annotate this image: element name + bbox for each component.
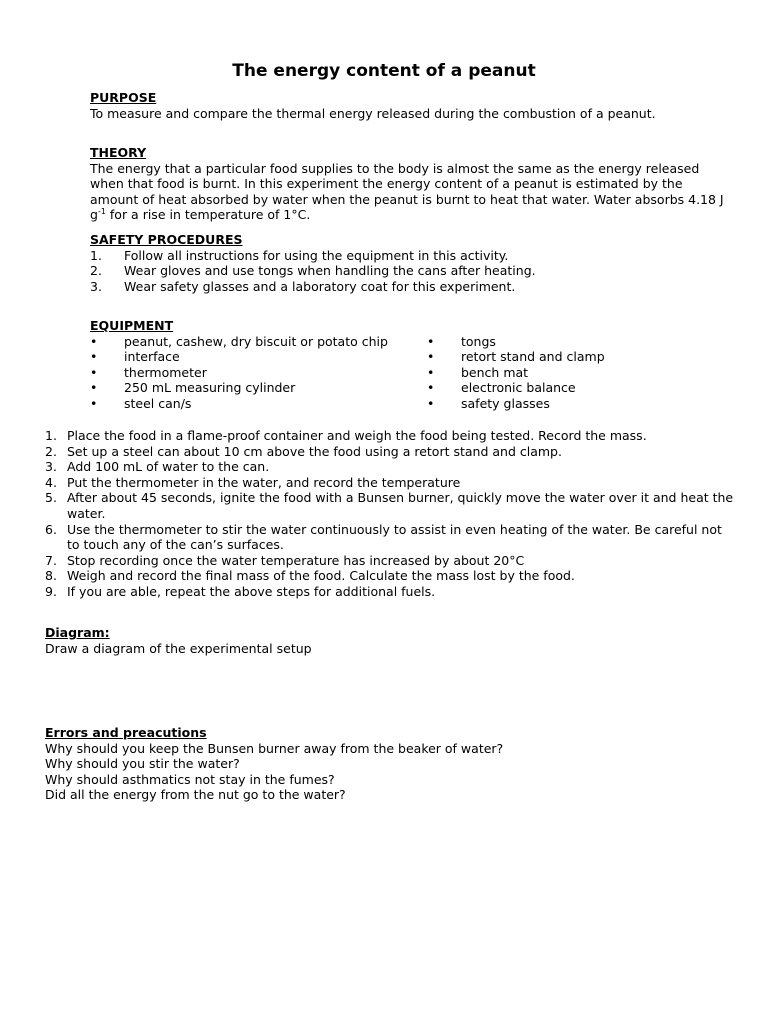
bullet: • — [90, 349, 98, 365]
step-number: 3. — [45, 459, 57, 475]
bullet: • — [427, 395, 435, 411]
equipment-right-column — [427, 334, 727, 412]
list-item — [427, 380, 727, 396]
purpose-text: To measure and compare the thermal energy released during the combustion of a peanut. — [90, 105, 656, 121]
item-text: safety glasses — [461, 395, 550, 411]
list-item — [45, 553, 735, 569]
theory-superscript: -1 — [97, 207, 106, 217]
equipment-heading: EQUIPMENT — [90, 318, 174, 333]
item-number: 3. — [90, 278, 102, 294]
item-text: peanut, cashew, dry biscuit or potato chip — [124, 333, 388, 349]
list-item — [45, 444, 735, 460]
equipment-left-column — [90, 334, 420, 412]
list-item — [427, 334, 727, 350]
theory-heading: THEORY — [90, 145, 147, 160]
bullet: • — [90, 333, 98, 349]
equipment-section — [90, 318, 730, 411]
bullet: • — [427, 333, 435, 349]
list-item — [45, 459, 735, 475]
question-line: Did all the energy from the nut go to the water? — [45, 787, 346, 803]
step-text: Stop recording once the water temperature has increased by about 20°C — [67, 552, 525, 568]
list-item — [45, 568, 735, 584]
list-item — [90, 380, 420, 396]
item-text: steel can/s — [124, 395, 192, 411]
step-text: Add 100 mL of water to the can. — [67, 459, 270, 475]
item-text: Wear safety glasses and a laboratory coat for this experiment. — [124, 278, 516, 294]
question-line: Why should you keep the Bunsen burner away from the beaker of water? — [45, 740, 504, 756]
list-item — [90, 365, 420, 381]
item-text: 250 mL measuring cylinder — [124, 380, 296, 396]
step-text: If you are able, repeat the above steps for additional fuels. — [67, 583, 436, 599]
step-text: Use the thermometer to stir the water continuously to assist in even heating of the water. Be careful not to touch any of the can’s surfaces. — [67, 521, 722, 553]
step-text: Place the food in a flame-proof container and weigh the food being tested. Record the mass. — [67, 428, 647, 443]
list-item — [90, 349, 420, 365]
safety-section — [90, 232, 730, 294]
question-line: Why should asthmatics not stay in the fumes? — [45, 771, 335, 787]
theory-text-end: for a rise in temperature of 1°C. — [105, 207, 311, 223]
item-text: bench mat — [461, 364, 529, 380]
theory-text — [90, 161, 732, 223]
errors-heading: Errors and preacutions — [45, 725, 207, 740]
step-number: 2. — [45, 443, 57, 459]
errors-section — [45, 725, 735, 803]
step-number: 7. — [45, 552, 57, 568]
item-text: Follow all instructions for using the equipment in this activity. — [124, 247, 509, 263]
method-section — [45, 428, 735, 600]
list-item — [45, 428, 735, 444]
bullet: • — [90, 364, 98, 380]
step-text: Set up a steel can about 10 cm above the food using a retort stand and clamp. — [67, 443, 562, 459]
method-steps — [45, 428, 735, 600]
bullet: • — [90, 380, 98, 396]
item-text: thermometer — [124, 364, 207, 380]
list-item — [427, 349, 727, 365]
list-item — [90, 263, 730, 279]
item-text: Wear gloves and use tongs when handling the cans after heating. — [124, 263, 536, 279]
step-number: 1. — [45, 428, 57, 443]
list-item — [427, 365, 727, 381]
bullet: • — [427, 364, 435, 380]
question-line: Why should you stir the water? — [45, 756, 240, 772]
page-title: The energy content of a peanut — [232, 61, 536, 81]
bullet: • — [427, 380, 435, 396]
step-number: 4. — [45, 474, 57, 490]
step-number: 8. — [45, 568, 57, 584]
step-number: 9. — [45, 583, 57, 599]
item-text: interface — [124, 349, 180, 365]
theory-section — [90, 145, 732, 223]
diagram-text: Draw a diagram of the experimental setup — [45, 640, 312, 656]
equipment-list-left — [90, 334, 420, 412]
list-item — [45, 522, 735, 553]
safety-heading: SAFETY PROCEDURES — [90, 232, 243, 247]
step-number: 6. — [45, 521, 57, 537]
theory-text-main: The energy that a particular food supplies to the body is almost the same as the energy released when that food is burnt. In this experiment the energy content of a peanut is estimated by the amount of heat absorbed by water when the peanut is burnt to heat that water. Water absorbs 4.18 J g — [90, 160, 724, 223]
item-number: 1. — [90, 247, 102, 263]
step-number: 5. — [45, 490, 57, 506]
list-item — [45, 475, 735, 491]
bullet: • — [90, 395, 98, 411]
item-text: tongs — [461, 333, 496, 349]
step-text: Weigh and record the final mass of the food. Calculate the mass lost by the food. — [67, 568, 575, 584]
item-number: 2. — [90, 263, 102, 279]
list-item — [90, 396, 420, 412]
list-item — [90, 248, 730, 264]
diagram-section — [45, 625, 735, 656]
purpose-heading: PURPOSE — [90, 90, 157, 105]
list-item — [45, 490, 735, 521]
list-item — [427, 396, 727, 412]
step-text: After about 45 seconds, ignite the food with a Bunsen burner, quickly move the water over it and heat the water. — [67, 490, 734, 521]
equipment-list-right — [427, 334, 727, 412]
list-item — [90, 334, 420, 350]
safety-list — [90, 248, 730, 295]
list-item — [90, 279, 730, 295]
purpose-section — [90, 90, 730, 121]
list-item — [45, 584, 735, 600]
item-text: retort stand and clamp — [461, 349, 605, 365]
item-text: electronic balance — [461, 380, 576, 396]
step-text: Put the thermometer in the water, and record the temperature — [67, 474, 461, 490]
bullet: • — [427, 349, 435, 365]
diagram-heading: Diagram: — [45, 625, 110, 640]
